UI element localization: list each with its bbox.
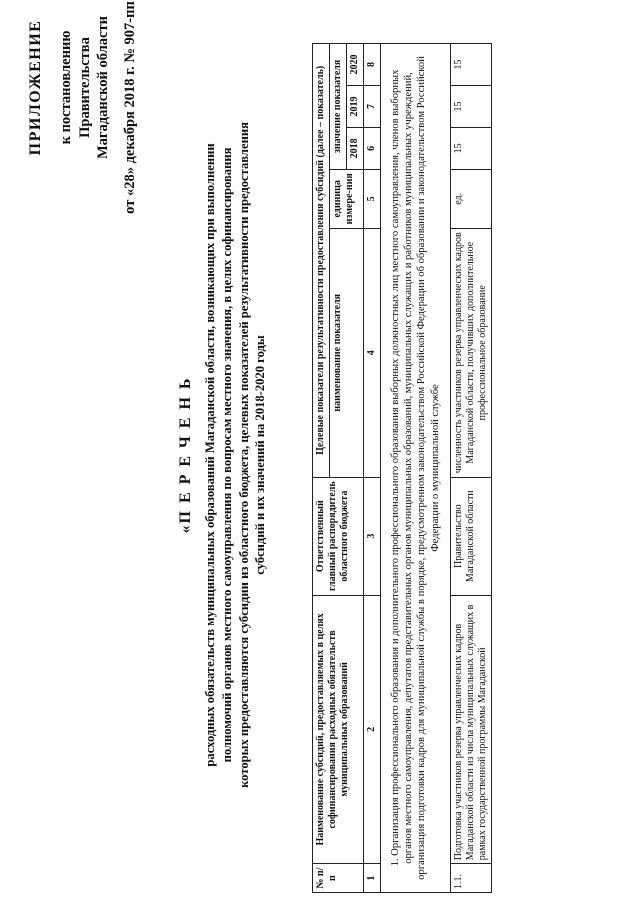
title-line: расходных обязательств муниципальных образований Магаданской области, возникающих при выполнении bbox=[203, 143, 218, 767]
table-row bbox=[450, 44, 491, 893]
column-number: 2 bbox=[364, 595, 381, 864]
title-heading: «П Е Р Е Ч Е Н Ь bbox=[177, 376, 194, 534]
row-value-2019: 15 bbox=[450, 85, 491, 127]
table-header-row bbox=[313, 44, 330, 893]
header-year: 2019 bbox=[347, 85, 364, 127]
header-subsidy-name: Наименование субсидий, предоставляемых в целях софинансирования расходных обязательств муниципальных образований bbox=[313, 595, 364, 864]
column-number: 4 bbox=[364, 228, 381, 477]
document-title bbox=[175, 45, 269, 865]
row-distributor: Правительство Магаданской области bbox=[450, 477, 491, 595]
appendix-date: от «28» декабря 2018 г. № 907-пп bbox=[122, 1, 139, 214]
title-line: которых предоставляются субсидии из областного бюджета, целевых показателей результативности предоставления bbox=[236, 122, 251, 788]
header-indicator-value: значение показателя bbox=[330, 44, 347, 170]
row-subsidy-name: Подготовка участников резерва управленческих кадров Магаданской области из числа муниципальных служащих в рамках государственной программы Магаданской bbox=[450, 595, 491, 864]
title-line: субсидий и их значений на 2018-2020 годы bbox=[253, 335, 268, 575]
section-row bbox=[381, 44, 451, 893]
row-indicator: численность участников резерва управленческих кадров Магаданской области, получивших дополнительное профессиональное образование bbox=[450, 228, 491, 477]
column-number-row bbox=[364, 44, 381, 893]
row-value-2018: 15 bbox=[450, 127, 491, 169]
row-value-2020: 15 bbox=[450, 44, 491, 86]
header-indicators: Целевые показатели результативности предоставления субсидий (далее – показатель) bbox=[313, 44, 330, 478]
title-line: полномочий органов местного самоуправления по вопросам местного значения, в целях софинансирования bbox=[220, 147, 234, 763]
column-number: 1 bbox=[364, 864, 381, 893]
column-number: 6 bbox=[364, 127, 381, 169]
appendix-heading: ПРИЛОЖЕНИЕ bbox=[27, 19, 44, 156]
row-number: 1.1. bbox=[450, 864, 491, 893]
appendix-line: к постановлению Правительства bbox=[57, 30, 93, 145]
header-distributor: Ответственный главный распорядитель областного бюджета bbox=[313, 477, 364, 595]
header-number: № п/п bbox=[313, 864, 364, 893]
column-number: 5 bbox=[364, 169, 381, 228]
header-year: 2020 bbox=[347, 44, 364, 86]
header-year: 2018 bbox=[347, 127, 364, 169]
row-unit: ед. bbox=[450, 169, 491, 228]
appendix-block bbox=[26, 0, 140, 214]
header-indicator-name: наименование показателя bbox=[330, 228, 364, 477]
column-number: 3 bbox=[364, 477, 381, 595]
header-unit: единица измере-ния bbox=[330, 169, 364, 228]
section-heading: 1. Организация профессионального образования и дополнительного профессионального образования выборных должностных лиц местного самоуправления, членов выборных органов местного самоуправления, депутатов представительных органов муниципальных образований, муниципальных служащих и работников муниципальных учреждений, организация подготовки кадров для муниципальной службы в порядке, предусмотренном законодательством Российской Федерации об образовании и законодательством Российской Федерации о муниципальной службе bbox=[381, 44, 451, 893]
subsidies-table bbox=[312, 43, 492, 893]
column-number: 8 bbox=[364, 44, 381, 86]
column-number: 7 bbox=[364, 85, 381, 127]
appendix-line: Магаданской области bbox=[95, 16, 112, 159]
